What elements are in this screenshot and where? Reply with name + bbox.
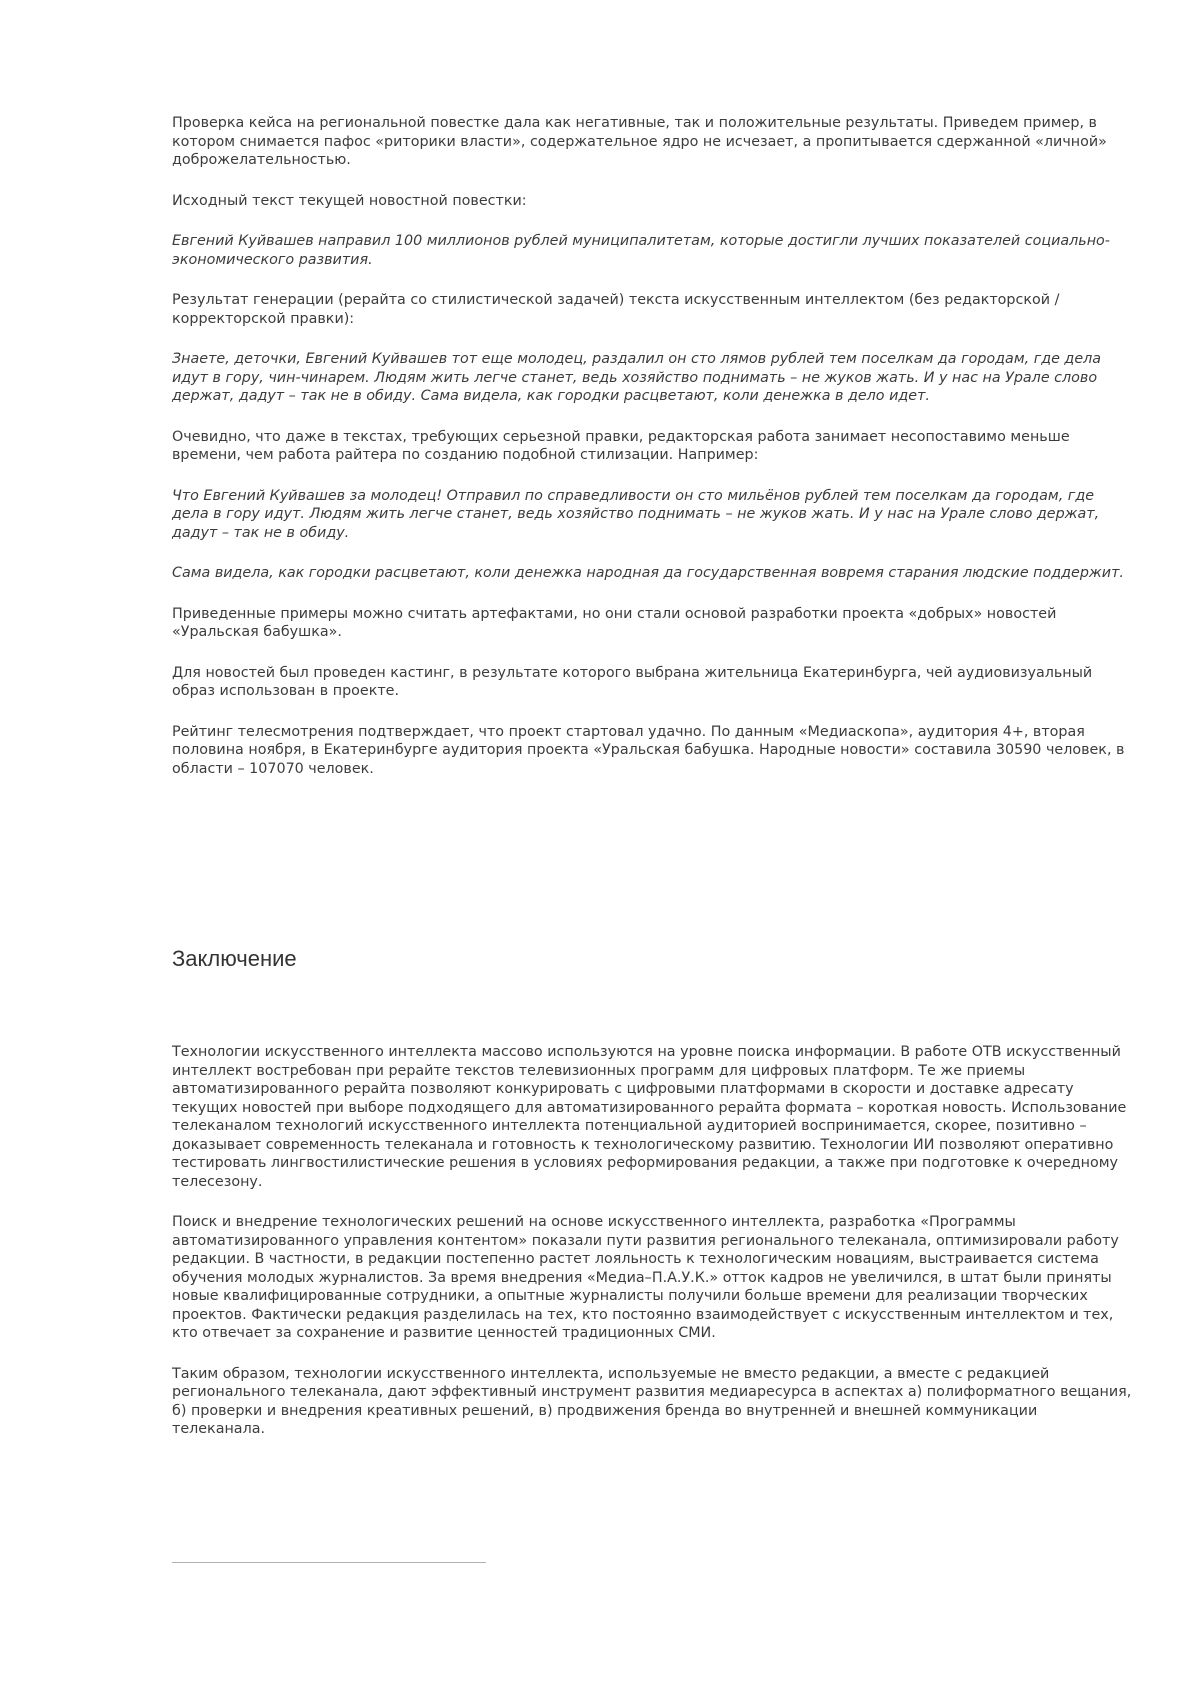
quote-edited-example-2: Сама видела, как городки расцветают, коли денежка народная да государственная вовремя старания людские поддержит.	[172, 564, 1132, 583]
conclusion-body	[172, 1043, 1132, 1461]
paragraph-conclusion-ai-usage: Технологии искусственного интеллекта массово используются на уровне поиска информации. В работе ОТВ искусственный интеллект востребован при рерайте текстов телевизионных программ для цифровых платформ. Те же приемы автоматизированного рерайта позволяют конкурировать с цифровыми платформами в скорости и доставке адресату текущих новостей при выборе подходящего для автоматизированного рерайта формата – короткая новость. Использование телеканалом технологий искусственного интеллекта потенциальной аудиторией воспринимается, скорее, позитивно – доказывает современность телеканала и готовность к технологическому развитию. Технологии ИИ позволяют оперативно тестировать лингвостилистические решения в условиях реформирования редакции, а также при подготовке к очередному телесезону.	[172, 1043, 1132, 1191]
paragraph-editorial-work: Очевидно, что даже в текстах, требующих серьезной правки, редакторская работа занимает несопоставимо меньше времени, чем работа райтера по созданию подобной стилизации. Например:	[172, 428, 1132, 465]
paragraph-rating: Рейтинг телесмотрения подтверждает, что проект стартовал удачно. По данным «Медиаскопа», аудитория 4+, вторая половина ноября, в Екатеринбурге аудитория проекта «Уральская бабушка. Народные новости» составила 30590 человек, в области – 107070 человек.	[172, 723, 1132, 779]
paragraph-conclusion-implementation: Поиск и внедрение технологических решений на основе искусственного интеллекта, разработка «Программы автоматизированного управления контентом» показали пути развития регионального телеканала, оптимизировали работу редакции. В частности, в редакции постепенно растет лояльность к технологическим новациям, выстраивается система обучения молодых журналистов. За время внедрения «Медиа–П.А.У.К.» отток кадров не увеличился, в штат были приняты новые квалифицированные сотрудники, а опытные журналисты получили больше времени для реализации творческих проектов. Фактически редакция разделилась на тех, кто постоянно взаимодействует с искусственным интеллектом и тех, кто отвечает за сохранение и развитие ценностей традиционных СМИ.	[172, 1213, 1132, 1343]
section-heading-conclusion: Заключение	[172, 946, 297, 972]
quote-ai-rewrite: Знаете, деточки, Евгений Куйвашев тот еще молодец, раздалил он сто лямов рублей тем поселкам да городам, где дела идут в гору, чин-чинарем. Людям жить легче станет, ведь хозяйство поднимать – не жуков жать. И у нас на Урале слово держат, дадут – так не в обиду. Сама видела, как городки расцветают, коли денежка в дело идет.	[172, 350, 1132, 406]
paragraph-case-check: Проверка кейса на региональной повестке дала как негативные, так и положительные результаты. Приведем пример, в котором снимается пафос «риторики власти», содержательное ядро не исчезает, а пропитывается сдержанной «личной» доброжелательностью.	[172, 114, 1132, 170]
quote-edited-example-1: Что Евгений Куйвашев за молодец! Отправил по справедливости он сто мильёнов рублей тем поселкам да городам, где дела в гору идут. Людям жить легче станет, ведь хозяйство поднимать – не жуков жать. И у нас на Урале слово держат, дадут – так не в обиду.	[172, 487, 1132, 543]
document-body	[172, 114, 1132, 800]
paragraph-artifacts: Приведенные примеры можно считать артефактами, но они стали основой разработки проекта «добрых» новостей «Уральская бабушка».	[172, 605, 1132, 642]
quote-source-news: Евгений Куйвашев направил 100 миллионов рублей муниципалитетам, которые достигли лучших показателей социально-экономического развития.	[172, 232, 1132, 269]
footnote-separator	[172, 1562, 486, 1563]
paragraph-source-intro: Исходный текст текущей новостной повестки:	[172, 192, 1132, 211]
paragraph-conclusion-summary: Таким образом, технологии искусственного интеллекта, используемые не вместо редакции, а вместе с редакцией регионального телеканала, дают эффективный инструмент развития медиаресурса в аспектах а) полиформатного вещания, б) проверки и внедрения креативных решений, в) продвижения бренда во внутренней и внешней коммуникации телеканала.	[172, 1365, 1132, 1439]
paragraph-casting: Для новостей был проведен кастинг, в результате которого выбрана жительница Екатеринбурга, чей аудиовизуальный образ использован в проекте.	[172, 664, 1132, 701]
paragraph-generation-result: Результат генерации (рерайта со стилистической задачей) текста искусственным интеллектом (без редакторской / корректорской правки):	[172, 291, 1132, 328]
